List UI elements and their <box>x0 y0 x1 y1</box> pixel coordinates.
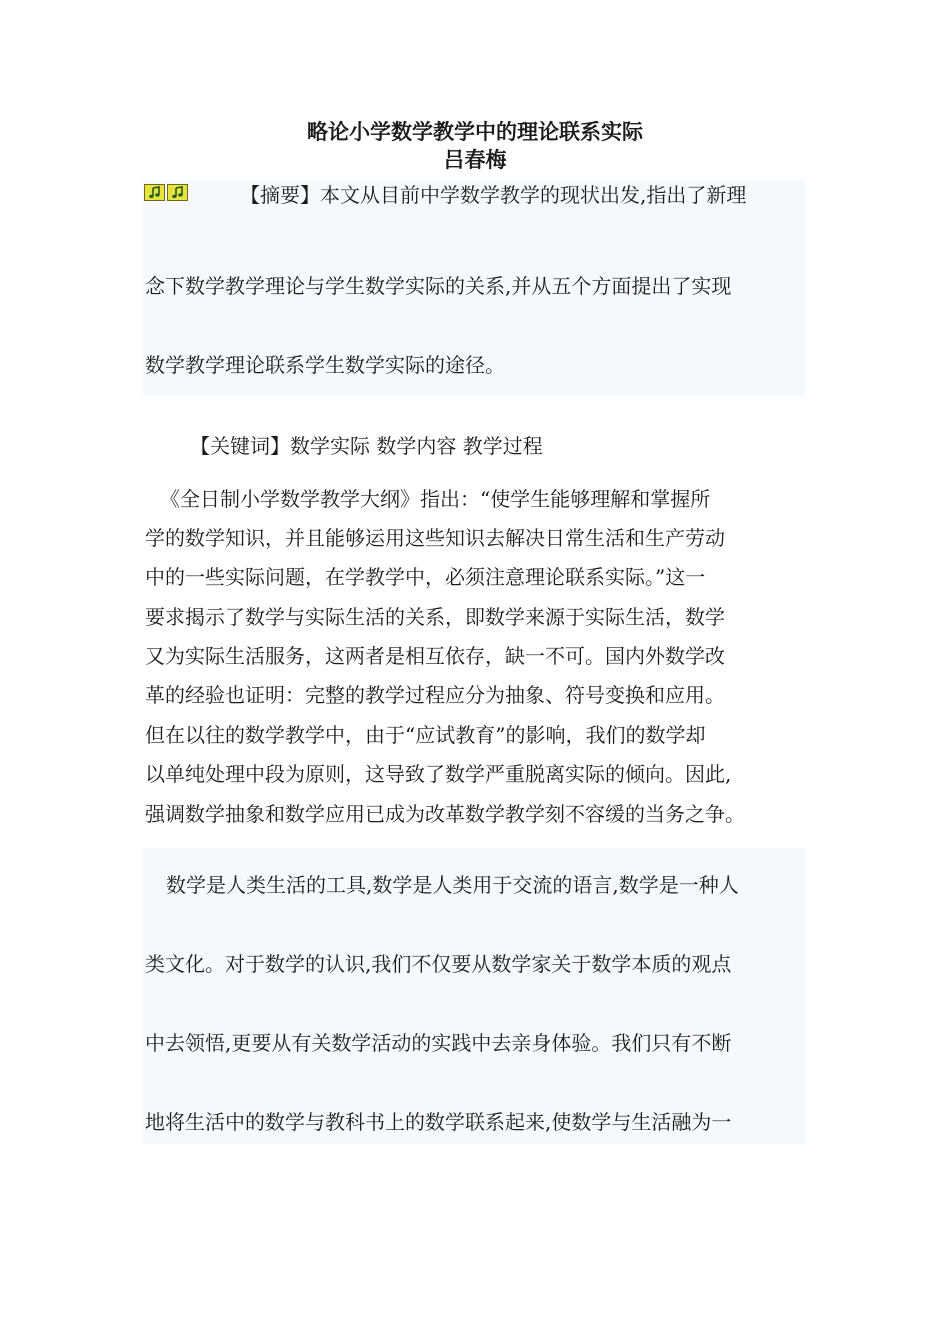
paragraph-line: 数学是人类生活的工具,数学是人类用于交流的语言,数学是一种人 <box>166 873 739 897</box>
keywords-line: 【关键词】数学实际 数学内容 教学过程 <box>190 434 543 458</box>
page-title: 略论小学数学教学中的理论联系实际 <box>307 119 643 144</box>
paragraph-line: 革的经验也证明：完整的教学过程应分为抽象、符号变换和应用。 <box>145 683 725 707</box>
paragraph-line: 《全日制小学数学教学大纲》指出：“使学生能够理解和掌握所 <box>160 487 711 511</box>
paragraph-line: 要求揭示了数学与实际生活的关系，即数学来源于实际生活，数学 <box>145 605 725 629</box>
paragraph-line: 又为实际生活服务，这两者是相互依存，缺一不可。国内外数学改 <box>145 644 725 668</box>
paragraph-line: 以单纯处理中段为原则，这导致了数学严重脱离实际的倾向。因此, <box>145 762 732 786</box>
paragraph-line: 中的一些实际问题，在学教学中，必须注意理论联系实际。”这一 <box>145 565 706 589</box>
paragraph-line: 中去领悟,更要从有关数学活动的实践中去亲身体验。我们只有不断 <box>145 1031 732 1055</box>
abstract-line: 念下数学教学理论与学生数学实际的关系,并从五个方面提出了实现 <box>145 274 732 298</box>
abstract-line: 数学教学理论联系学生数学实际的途径。 <box>145 353 505 377</box>
paragraph-line: 地将生活中的数学与教科书上的数学联系起来,使数学与生活融为一 <box>145 1110 732 1134</box>
paragraph-line: 学的数学知识，并且能够运用这些知识去解决日常生活和生产劳动 <box>145 526 725 550</box>
paragraph-line: 类文化。对于数学的认识,我们不仅要从数学家关于数学本质的观点 <box>145 952 732 976</box>
author-name: 吕春梅 <box>443 147 507 172</box>
page-header <box>0 118 950 174</box>
toolbar-icons <box>144 184 188 201</box>
paragraph-line: 强调数学抽象和数学应用已成为改革数学教学刻不容缓的当务之争。 <box>145 802 745 826</box>
paragraph-line: 但在以往的数学教学中，由于“应试教育”的影响，我们的数学却 <box>145 723 706 747</box>
abstract-line: 【摘要】本文从目前中学数学教学的现状出发,指出了新理 <box>240 183 747 207</box>
music-note-icon[interactable] <box>167 184 188 201</box>
music-note-icon[interactable] <box>144 184 165 201</box>
